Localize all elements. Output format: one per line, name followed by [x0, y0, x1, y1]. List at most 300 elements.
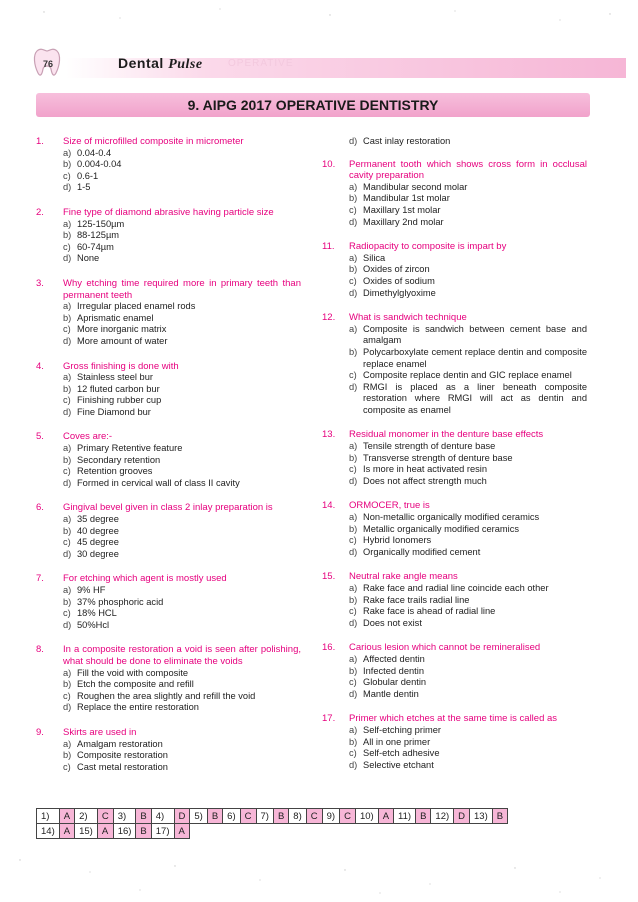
question-text: For etching which agent is mostly used [63, 573, 227, 585]
option-letter: d) [63, 335, 72, 346]
answer-letter: D [454, 809, 470, 824]
question-block [322, 571, 587, 629]
option-letter: a) [349, 583, 358, 593]
question-block [36, 361, 301, 419]
book-title [118, 55, 203, 73]
question-number: 7. [36, 573, 44, 585]
option-text: Secondary retention [77, 454, 161, 465]
option-text: Formed in cervical wall of class II cavity [77, 477, 240, 488]
option-item [63, 762, 301, 774]
option-text: Infected dentin [363, 665, 424, 676]
question-number: 14. [322, 500, 336, 512]
question-block [322, 429, 587, 487]
option-text: 40 degree [77, 525, 119, 536]
option-item [349, 606, 587, 618]
question-text: Fine type of diamond abrasive having particle size [63, 206, 274, 218]
option-item [63, 443, 301, 455]
option-letter: d) [63, 182, 72, 193]
option-text: Self-etching primer [363, 724, 442, 735]
question-block [36, 431, 301, 489]
option-item [63, 301, 301, 313]
answer-key-row [37, 824, 508, 839]
option-text: 37% phosphoric acid [77, 596, 164, 607]
option-letter: b) [349, 523, 358, 534]
option-text: Hybrid Ionomers [363, 535, 432, 546]
option-letter: a) [349, 323, 358, 334]
option-text: Selective etchant [363, 759, 434, 770]
question-block [322, 642, 587, 700]
question-continuation [322, 136, 587, 148]
answer-question-number: 16) [113, 824, 136, 839]
option-item [63, 313, 301, 325]
option-letter: b) [63, 230, 72, 241]
question-number: 3. [36, 277, 44, 289]
option-letter: c) [63, 537, 71, 548]
answer-question-number: 15) [75, 824, 98, 839]
option-item [63, 372, 301, 384]
option-item [349, 666, 587, 678]
option-item [349, 748, 587, 760]
question-number: 5. [36, 431, 44, 443]
option-letter: a) [349, 252, 358, 263]
question-text: What is sandwich technique [349, 312, 467, 324]
question-text: Skirts are used in [63, 726, 137, 738]
answer-key-table [36, 808, 508, 839]
question-text: ORMOCER, true is [349, 500, 430, 512]
question-block [322, 312, 587, 416]
option-item [349, 689, 587, 701]
option-letter: b) [349, 594, 358, 605]
answer-letter: C [306, 809, 322, 824]
header-ghost-text: OPERATIVE [228, 58, 294, 69]
answer-question-number: 13) [470, 809, 493, 824]
option-item [63, 526, 301, 538]
option-text: Oxides of zircon [363, 264, 430, 275]
option-letter: a) [63, 147, 72, 158]
answer-question-number: 2) [75, 809, 98, 824]
option-text: Does not affect strength much [363, 475, 487, 486]
option-text: Etch the composite and refill [77, 679, 194, 690]
question-text: Radiopacity to composite is impart by [349, 241, 507, 253]
option-text: More inorganic matrix [77, 324, 167, 335]
option-item [63, 159, 301, 171]
option-item [349, 453, 587, 465]
option-text: Mandibular second molar [363, 181, 468, 192]
option-letter: c) [63, 690, 71, 701]
option-letter: b) [63, 525, 72, 536]
option-text: Amalgam restoration [77, 738, 163, 749]
option-letter: d) [349, 475, 358, 486]
option-letter: c) [63, 608, 71, 619]
option-item [63, 597, 301, 609]
option-text: Oxides of sodium [363, 275, 435, 286]
right-column [322, 136, 587, 784]
option-letter: d) [349, 287, 358, 298]
option-item [349, 618, 587, 630]
question-block [322, 159, 587, 229]
option-letter: b) [63, 596, 72, 607]
option-item [63, 407, 301, 419]
option-letter: a) [63, 218, 72, 229]
option-item [63, 242, 301, 254]
option-letter: c) [349, 748, 357, 759]
option-letter: b) [63, 454, 72, 465]
question-text: Gingival bevel given in class 2 inlay preparation is [63, 502, 273, 514]
question-block [36, 278, 301, 348]
question-block [322, 241, 587, 299]
answer-question-number: 3) [113, 809, 136, 824]
answer-question-number: 12) [431, 809, 454, 824]
answer-letter: A [59, 809, 74, 824]
option-letter: d) [63, 548, 72, 559]
question-number: 11. [322, 241, 335, 253]
question-block [36, 502, 301, 560]
answer-letter: A [174, 824, 190, 839]
option-text: Primary Retentive feature [77, 443, 183, 454]
page-number: 76 [43, 59, 54, 69]
option-item [63, 608, 301, 620]
option-letter: d) [349, 546, 358, 557]
question-block [36, 136, 301, 194]
book-title-word1: Dental [118, 55, 164, 71]
option-text: Irregular placed enamel rods [77, 301, 196, 312]
option-letter: a) [63, 585, 72, 595]
answer-letter: B [136, 824, 151, 839]
option-item [349, 136, 587, 148]
question-text: Size of microfilled composite in micrometer [63, 136, 244, 147]
left-column [36, 136, 301, 786]
option-text: 0.6-1 [77, 170, 99, 181]
option-letter: d) [63, 406, 72, 417]
question-number: 2. [36, 206, 44, 218]
answer-letter: D [174, 809, 190, 824]
option-letter: a) [63, 301, 72, 312]
option-letter: d) [349, 216, 358, 227]
option-text: Self-etch adhesive [363, 748, 440, 759]
option-item [349, 654, 587, 666]
option-letter: b) [349, 346, 358, 357]
option-item [349, 476, 587, 488]
option-item [349, 595, 587, 607]
option-text: Is more in heat activated resin [363, 464, 488, 475]
option-item [63, 455, 301, 467]
answer-question-number: 10) [355, 809, 378, 824]
option-letter: c) [63, 324, 71, 335]
answer-question-number: 14) [37, 824, 60, 839]
option-letter: c) [349, 370, 357, 381]
option-text: Rake face and radial line coincide each other [363, 583, 549, 593]
question-number: 9. [36, 726, 44, 738]
option-letter: d) [63, 253, 72, 264]
option-item [349, 441, 587, 453]
answer-letter: B [492, 809, 507, 824]
option-text: Non-metallic organically modified ceramics [363, 512, 540, 523]
answer-question-number: 4) [151, 809, 174, 824]
option-item [63, 384, 301, 396]
option-letter: b) [349, 452, 358, 463]
question-text: Coves are:- [63, 431, 113, 443]
answer-key-row [37, 809, 508, 824]
answer-letter: A [97, 824, 113, 839]
option-text: RMGI is placed as a liner beneath composite restoration where RMGI will act as dentin and composite as enamel [363, 381, 587, 415]
option-text: Dimethylglyoxime [363, 287, 436, 298]
option-letter: b) [349, 193, 358, 204]
answer-question-number: 7) [256, 809, 273, 824]
answer-letter: B [136, 809, 151, 824]
option-item [63, 219, 301, 231]
question-number: 17. [322, 713, 336, 725]
option-text: Rake face is ahead of radial line [363, 606, 496, 617]
option-text: Composite restoration [77, 750, 168, 761]
option-letter: a) [349, 653, 358, 664]
option-text: Cast inlay restoration [363, 136, 451, 146]
option-text: Replace the entire restoration [77, 702, 199, 713]
answer-letter: C [240, 809, 256, 824]
option-letter: c) [349, 464, 357, 475]
question-block [36, 573, 301, 631]
option-letter: b) [63, 159, 72, 170]
answer-letter: C [340, 809, 356, 824]
option-item [63, 478, 301, 490]
question-text: In a composite restoration a void is seen after polishing, what should be done to eliminate the voids [63, 644, 301, 667]
option-letter: c) [349, 606, 357, 617]
option-text: Mandibular 1st molar [363, 193, 450, 204]
option-letter: c) [349, 275, 357, 286]
option-letter: d) [63, 702, 72, 713]
option-text: Polycarboxylate cement replace dentin and composite replace enamel [363, 346, 587, 369]
option-letter: c) [63, 761, 71, 772]
question-number: 4. [36, 360, 44, 372]
option-text: Globular dentin [363, 677, 427, 688]
option-item [63, 750, 301, 762]
answer-question-number: 6) [223, 809, 240, 824]
option-letter: a) [63, 443, 72, 454]
option-item [349, 276, 587, 288]
option-text: Cast metal restoration [77, 761, 168, 772]
option-text: 50%Hcl [77, 619, 110, 630]
question-number: 12. [322, 312, 336, 324]
option-letter: c) [63, 466, 71, 477]
answer-question-number: 11) [394, 809, 416, 824]
option-letter: b) [63, 312, 72, 323]
option-text: 60-74µm [77, 241, 114, 252]
option-text: None [77, 253, 100, 264]
question-text: Primer which etches at the same time is called as [349, 713, 558, 725]
option-item [349, 253, 587, 265]
option-item [349, 535, 587, 547]
option-item [63, 620, 301, 632]
option-letter: c) [63, 395, 71, 406]
answer-question-number: 17) [151, 824, 174, 839]
option-letter: d) [63, 477, 72, 488]
option-item [349, 217, 587, 229]
option-item [349, 512, 587, 524]
option-text: Transverse strength of denture base [363, 452, 513, 463]
option-letter: d) [349, 688, 358, 699]
question-block [36, 644, 301, 714]
option-text: Stainless steel bur [77, 372, 153, 383]
option-text: Finishing rubber cup [77, 395, 162, 406]
option-text: Fine Diamond bur [77, 406, 151, 417]
option-text: Tensile strength of denture base [363, 441, 496, 452]
option-letter: b) [63, 383, 72, 394]
option-item [63, 324, 301, 336]
answer-letter: A [378, 809, 393, 824]
option-item [349, 583, 587, 595]
option-letter: a) [349, 512, 358, 523]
option-text: Composite replace dentin and GIC replace enamel [363, 370, 572, 381]
option-text: 9% HF [77, 585, 106, 595]
question-text: Residual monomer in the denture base effects [349, 429, 544, 441]
option-item [349, 370, 587, 382]
option-letter: a) [63, 372, 72, 383]
option-item [349, 464, 587, 476]
option-letter: a) [63, 738, 72, 749]
option-text: 0.004-0.04 [77, 159, 122, 170]
option-text: Aprismatic enamel [77, 312, 154, 323]
question-block [36, 207, 301, 265]
chapter-title: 9. AIPG 2017 OPERATIVE DENTISTRY [187, 97, 439, 113]
option-item [63, 336, 301, 348]
book-title-word2: Pulse [168, 57, 203, 72]
option-item [349, 205, 587, 217]
option-text: Fill the void with composite [77, 667, 189, 678]
answer-letter: B [273, 809, 288, 824]
option-text: Composite is sandwich between cement base and amalgam [363, 323, 587, 346]
option-text: Maxillary 2nd molar [363, 216, 444, 227]
question-number: 10. [322, 158, 336, 170]
answer-letter: B [207, 809, 222, 824]
option-letter: d) [349, 136, 358, 146]
option-letter: b) [349, 264, 358, 275]
option-item [349, 347, 587, 370]
option-item [349, 193, 587, 205]
question-text: Neutral rake angle means [349, 571, 458, 583]
option-text: 0.04-0.4 [77, 147, 112, 158]
option-text: Organically modified cement [363, 546, 481, 557]
question-number: 15. [322, 571, 336, 583]
option-item [349, 182, 587, 194]
option-letter: c) [63, 241, 71, 252]
option-text: Mantle dentin [363, 688, 419, 699]
question-block [322, 500, 587, 558]
question-text: Carious lesion which cannot be remineralised [349, 642, 541, 654]
option-item [63, 691, 301, 703]
option-item [63, 230, 301, 242]
option-text: 18% HCL [77, 608, 117, 619]
option-letter: b) [63, 679, 72, 690]
question-number: 16. [322, 642, 336, 654]
option-letter: d) [349, 759, 358, 770]
option-text: Affected dentin [363, 653, 425, 664]
option-text: Metallic organically modified ceramics [363, 523, 520, 534]
answer-question-number: 5) [190, 809, 207, 824]
option-text: 125-150µm [77, 218, 125, 229]
question-block [36, 727, 301, 773]
answer-letter: B [416, 809, 431, 824]
option-item [63, 585, 301, 597]
option-item [63, 668, 301, 680]
option-item [63, 253, 301, 265]
option-letter: b) [349, 665, 358, 676]
question-text: Why etching time required more in primary teeth than permanent teeth [63, 277, 301, 301]
option-letter: a) [63, 514, 72, 525]
option-text: More amount of water [77, 335, 168, 346]
option-item [349, 737, 587, 749]
option-text: All in one primer [363, 736, 431, 747]
option-text: Silica [363, 252, 386, 263]
question-text: Permanent tooth which shows cross form in occlusal cavity preparation [349, 158, 587, 182]
option-letter: c) [349, 677, 357, 688]
option-item [63, 549, 301, 561]
option-item [63, 182, 301, 194]
option-letter: b) [349, 736, 358, 747]
option-item [63, 702, 301, 714]
answer-question-number: 1) [37, 809, 60, 824]
question-number: 6. [36, 502, 44, 514]
question-number: 8. [36, 644, 44, 656]
option-item [63, 395, 301, 407]
option-item [349, 524, 587, 536]
option-item [349, 324, 587, 347]
option-text: 45 degree [77, 537, 119, 548]
answer-question-number: 9) [322, 809, 339, 824]
option-item [349, 677, 587, 689]
option-letter: a) [349, 724, 358, 735]
option-item [349, 725, 587, 737]
option-letter: c) [63, 170, 71, 181]
question-text: Gross finishing is done with [63, 360, 179, 372]
option-item [349, 760, 587, 772]
option-item [349, 288, 587, 300]
question-block [322, 713, 587, 771]
option-text: 12 fluted carbon bur [77, 383, 160, 394]
option-text: Rake face trails radial line [363, 594, 470, 605]
option-item [63, 679, 301, 691]
question-number: 13. [322, 429, 336, 441]
option-item [63, 466, 301, 478]
option-item [63, 514, 301, 526]
option-letter: a) [349, 441, 358, 452]
option-letter: d) [63, 619, 72, 630]
option-item [349, 264, 587, 276]
option-text: Maxillary 1st molar [363, 204, 441, 215]
option-text: 88-125µm [77, 230, 120, 241]
option-text: Retention grooves [77, 466, 153, 477]
option-item [63, 537, 301, 549]
option-item [63, 739, 301, 751]
option-text: Roughen the area slightly and refill the void [77, 690, 256, 701]
option-text: 1-5 [77, 182, 91, 193]
option-item [63, 171, 301, 183]
option-letter: a) [63, 667, 72, 678]
option-item [63, 148, 301, 160]
option-letter: c) [349, 535, 357, 546]
option-letter: d) [349, 381, 358, 392]
answer-question-number: 8) [289, 809, 306, 824]
option-letter: c) [349, 204, 357, 215]
option-item [349, 382, 587, 417]
option-text: 30 degree [77, 548, 119, 559]
option-item [349, 547, 587, 559]
answer-letter: A [59, 824, 74, 839]
option-letter: d) [349, 617, 358, 628]
option-text: Does not exist [363, 617, 422, 628]
answer-letter: C [97, 809, 113, 824]
option-text: 35 degree [77, 514, 119, 525]
question-number: 1. [36, 136, 44, 147]
option-letter: b) [63, 750, 72, 761]
